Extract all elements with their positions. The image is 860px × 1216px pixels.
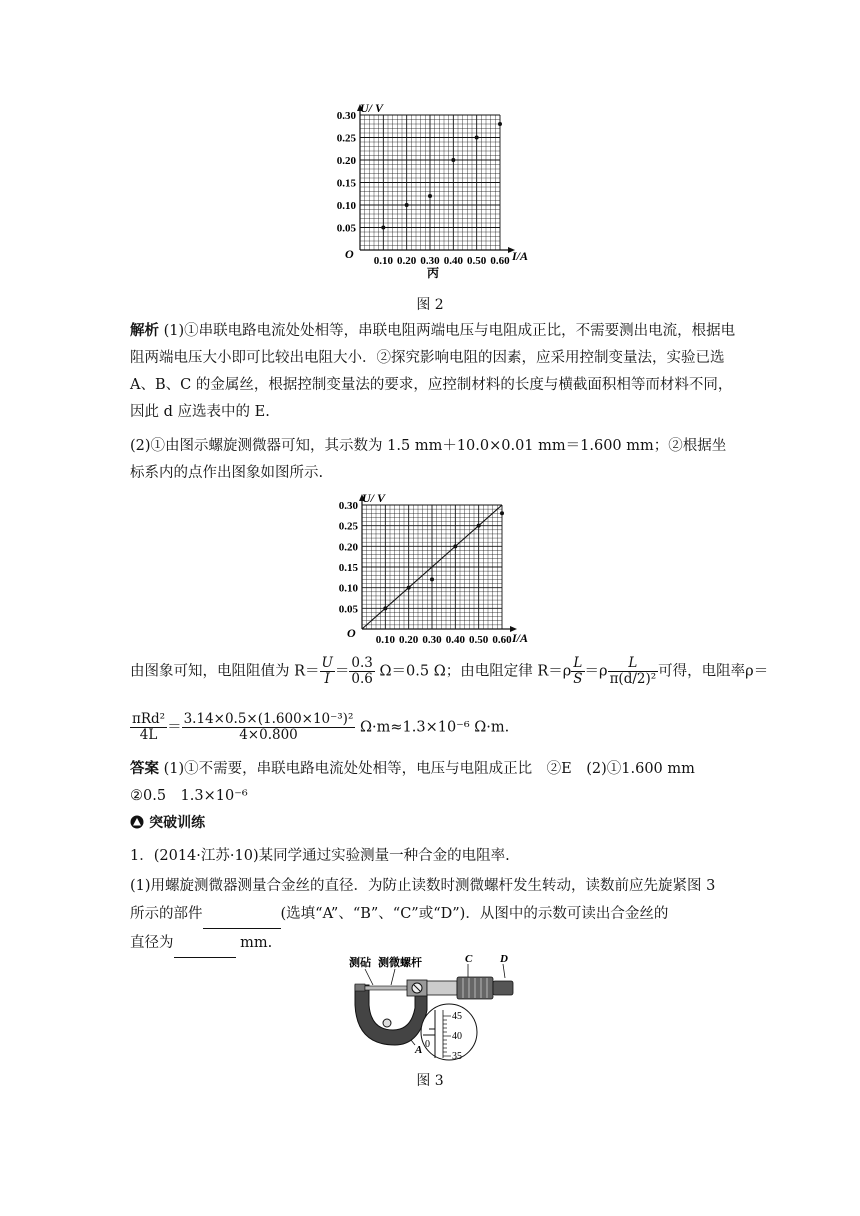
x-axis-label: I/A [512,249,529,263]
q1-stem: 1．(2014·江苏·10)某同学通过实验测量一种合金的电阻率. [130,848,510,864]
data-point [451,158,455,162]
y-tick-label: 0.15 [336,177,356,190]
answer-heading: 答案 [130,761,159,777]
analysis-heading: 解析 [130,323,159,339]
analysis-p1-block [130,318,736,426]
practice-title-block [130,812,205,832]
data-point [428,194,432,198]
spindle [365,986,407,990]
q1-part1-b2: (选填“A”、“B”、“C”或“D”)．从图中的示数可读出合金丝的 [280,906,669,922]
label-anvil: 测砧 [349,957,371,969]
data-point [475,136,479,140]
formula-text-c: Ω＝0.5 Ω；由电阻定律 R＝ρ [379,663,572,680]
x-tick-label: 0.40 [445,634,465,646]
figure3-micrometer [335,950,535,1062]
x-tick-label: 0.20 [399,634,419,646]
formula-text-b: ＝ [334,663,350,680]
origin-label: O [345,247,354,261]
data-point [381,226,385,230]
answer-line1: (1)①不需要，串联电路电流处处相等，电压与电阻成正比 ②E (2)①1.600 mm [163,761,695,777]
rho-eq: ＝ [167,719,182,736]
answer-block [130,756,736,810]
data-point [430,577,434,581]
y-tick-label: 0.05 [338,603,358,616]
frac-s: S [573,671,583,687]
analysis-p1: (1)①串联电路电流处处相等，串联电阻两端电压与电阻成正比，不需要测出电流，根据电阻两端电压大小即可比较出电阻大小．②探究影响电阻的因素，应采用控制变量法，实验已选 A、B、C 的金属丝，根据控制变量法的要求，应控制材料的长度与横截面积相等而材料不同，因此 d 应选表中的 E. [130,323,736,420]
y-axis-label: U/ V [360,101,384,115]
x-tick-label: 0.50 [469,634,489,646]
figure-sublabel: 丙 [427,266,440,280]
triangle-badge-icon [130,815,144,829]
x-tick-label: 0.30 [422,634,442,646]
x-tick-label: 0.40 [443,255,463,267]
x-tick-label: 0.10 [375,634,395,646]
y-tick-label: 0.10 [336,200,356,212]
q1-part1 [130,872,736,958]
frac-l2: L [608,656,659,672]
x-tick-label: 0.10 [373,255,393,267]
y-tick-label: 0.15 [338,562,358,574]
figure2-chart [300,95,560,290]
answer-blank-diameter[interactable] [174,929,236,958]
formula-line-2 [130,712,736,743]
formula-line-1 [130,655,769,687]
x-tick-label: 0.60 [492,634,512,646]
answer-blank-part[interactable] [203,900,281,929]
y-tick-label: 0.30 [336,110,356,122]
analysis-p2: (2)①由图示螺旋测微器可知，其示数为 1.5 mm＋10.0×0.01 mm＝1.600 mm；②根据坐标系内的点作出图象如图所示. [130,438,727,481]
data-point [383,606,387,610]
data-point [477,524,481,528]
formula-text-a: 由图象可知，电阻阻值为 R＝ [130,663,320,680]
rho-den2: 4×0.800 [239,727,298,743]
q1-part1-c1: 直径为 [130,935,174,951]
data-point [498,122,502,126]
frac-03: 0.3 [351,655,373,671]
q1-part1-a: (1)用螺旋测微器测量合金丝的直径．为防止读数时测微螺杆发生转动，读数前应先旋紧图 3 [130,878,716,894]
label-c: C [465,953,473,965]
label-a: A [415,1044,423,1056]
frame-screw-icon [383,1019,391,1027]
figure2-caption: 图 2 [416,297,444,313]
x-tick-label: 0.30 [420,255,440,267]
rho-num: πRd² [132,711,166,727]
y-tick-label: 0.20 [338,541,358,554]
q1-part1-b1: 所示的部件 [130,906,203,922]
scale-35: 35 [452,1051,462,1062]
grid [357,104,515,253]
fitted-chart [300,490,560,650]
frac-i: I [324,671,330,687]
scale-45: 45 [452,1011,462,1022]
sleeve [427,981,457,995]
practice-title: 突破训练 [149,815,206,831]
q1-part1-c2: mm. [235,935,273,951]
rho-den: 4L [139,727,158,743]
data-point [407,586,411,590]
x-axis-label: I/A [512,631,529,645]
y-axis-label: U/ V [362,491,386,505]
scale-40: 40 [452,1031,462,1042]
data-point [453,544,457,548]
x-tick-label: 0.50 [467,255,487,267]
rho-num2: 3.14×0.5×(1.600×10⁻³)² [183,711,354,727]
label-spindle: 测微螺杆 [378,957,422,969]
frac-l: L [571,656,584,672]
formula-text-e: 可得，电阻率ρ＝ [658,663,769,680]
frac-06: 0.6 [351,671,373,687]
y-tick-label: 0.05 [336,222,356,235]
data-point [500,511,504,515]
x-tick-label: 0.20 [397,255,417,267]
origin-label: O [347,626,356,640]
y-tick-label: 0.25 [336,132,356,145]
frac-u: U [321,655,333,671]
label-d: D [500,953,508,965]
x-tick-label: 0.60 [490,255,510,267]
formula-text-d: ＝ρ [584,663,608,680]
answer-line2: ②0.5 1.3×10⁻⁶ [130,788,248,804]
ratchet [493,981,513,995]
y-tick-label: 0.10 [338,582,358,595]
figure3-caption: 图 3 [416,1073,444,1089]
scale-0: 0 [425,1039,430,1050]
rho-tail: Ω·m≈1.3×10⁻⁶ Ω·m. [359,719,510,736]
anvil [355,984,365,991]
frac-pi-d2: π(d/2)² [609,671,657,687]
y-tick-label: 0.25 [338,520,358,533]
data-point [405,203,409,207]
y-tick-label: 0.30 [338,500,358,512]
y-tick-label: 0.20 [336,155,356,167]
magnified-scale-circle [421,1004,477,1060]
